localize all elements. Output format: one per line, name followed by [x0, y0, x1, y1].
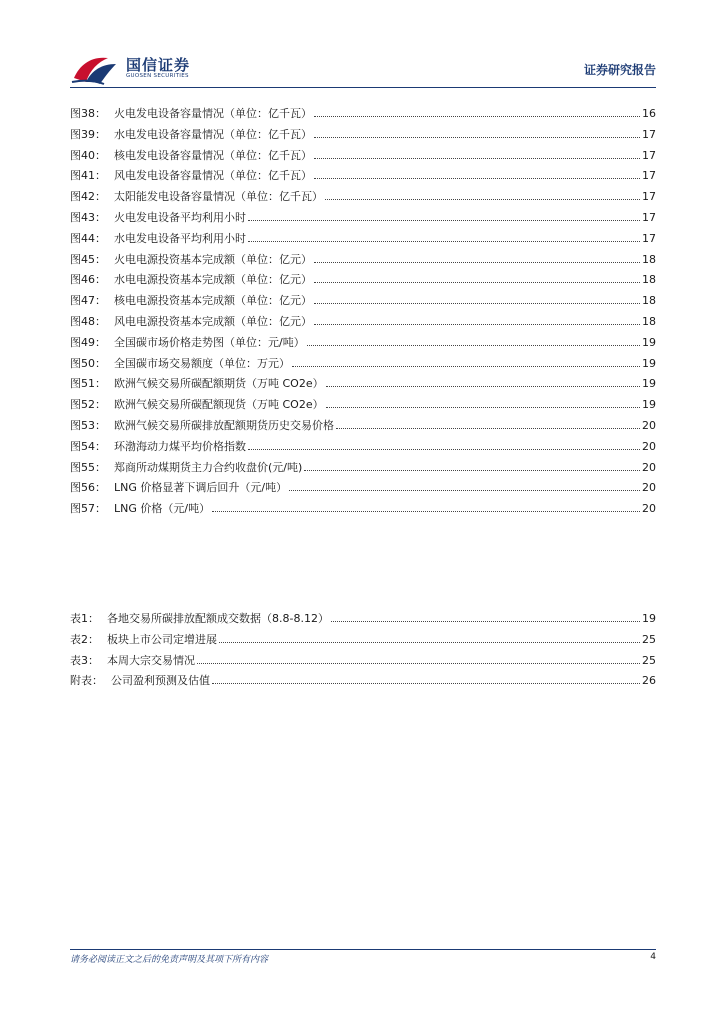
entry-title: LNG 价格显著下调后回升（元/吨） — [114, 481, 288, 495]
figure-toc-entry[interactable] — [70, 208, 656, 229]
brand-name-cn: 国信证券 — [126, 56, 191, 74]
figure-toc-entry[interactable] — [70, 333, 656, 354]
entry-number: 图53 — [70, 418, 95, 432]
entry-separator: ： — [95, 231, 106, 245]
entry-title: 欧洲气候交易所碳排放配额期货历史交易价格 — [114, 418, 334, 432]
entry-page-number: 25 — [642, 632, 656, 646]
entry-page-number: 19 — [642, 377, 656, 391]
entry-separator: ： — [95, 294, 106, 308]
entry-page-number: 19 — [642, 356, 656, 370]
dot-leader — [248, 448, 640, 450]
entry-page-number: 17 — [642, 148, 656, 162]
dot-leader — [314, 281, 640, 283]
entry-page-number: 17 — [642, 210, 656, 224]
entry-separator: ： — [95, 169, 106, 183]
entry-title: 水电发电设备平均利用小时 — [114, 231, 246, 245]
entry-number: 图49 — [70, 335, 95, 349]
entry-separator: ： — [95, 418, 106, 432]
entry-number: 图48 — [70, 314, 95, 328]
entry-separator: ： — [95, 502, 106, 516]
entry-title: 环渤海动力煤平均价格指数 — [114, 439, 246, 453]
entry-page-number: 18 — [642, 294, 656, 308]
guosen-logo-icon — [70, 52, 120, 86]
figure-toc-entry[interactable] — [70, 478, 656, 499]
dot-leader — [314, 261, 640, 263]
entry-separator: ： — [95, 148, 106, 162]
dot-leader — [219, 641, 640, 643]
entry-separator: ： — [95, 335, 106, 349]
dot-leader — [314, 177, 640, 179]
entry-separator: ： — [95, 356, 106, 370]
entry-number: 图45 — [70, 252, 95, 266]
brand-logo — [70, 52, 200, 86]
dot-leader — [307, 344, 640, 346]
dot-leader — [326, 385, 640, 387]
figure-toc-entry[interactable] — [70, 416, 656, 437]
entry-title: 核电发电设备容量情况（单位：亿千瓦） — [114, 148, 312, 162]
entry-title: 本周大宗交易情况 — [107, 653, 195, 667]
entry-separator: ： — [95, 273, 106, 287]
entry-number: 图43 — [70, 210, 95, 224]
entry-page-number: 19 — [642, 335, 656, 349]
entry-page-number: 20 — [642, 439, 656, 453]
entry-title: 郑商所动煤期货主力合约收盘价(元/吨) — [114, 460, 303, 474]
figure-toc-entry[interactable] — [70, 458, 656, 479]
entry-page-number: 18 — [642, 314, 656, 328]
entry-title: 水电电源投资基本完成额（单位：亿元） — [114, 273, 312, 287]
entry-page-number: 20 — [642, 502, 656, 516]
figure-toc-entry[interactable] — [70, 187, 656, 208]
dot-leader — [248, 219, 640, 221]
entry-page-number: 18 — [642, 252, 656, 266]
entry-page-number: 26 — [642, 674, 656, 688]
entry-number: 图54 — [70, 439, 95, 453]
entry-title: 全国碳市场价格走势图（单位：元/吨） — [114, 335, 305, 349]
dot-leader — [212, 682, 640, 684]
entry-separator: ： — [95, 398, 106, 412]
entry-number: 图40 — [70, 148, 95, 162]
entry-separator: ： — [88, 653, 99, 667]
dot-leader — [292, 365, 640, 367]
entry-number: 图46 — [70, 273, 95, 287]
entry-title: 公司盈利预测及估值 — [111, 674, 210, 688]
report-type-label: 证券研究报告 — [583, 63, 656, 77]
entry-number: 图50 — [70, 356, 95, 370]
entry-page-number: 17 — [642, 127, 656, 141]
entry-title: 各地交易所碳排放配额成交数据（8.8-8.12） — [107, 612, 329, 625]
header-divider — [70, 87, 656, 88]
figure-toc-entry[interactable] — [70, 291, 656, 312]
page-number: 4 — [650, 952, 656, 962]
entry-separator: ： — [95, 107, 106, 120]
figure-toc-entry[interactable] — [70, 437, 656, 458]
table-toc-entry[interactable] — [70, 630, 656, 651]
entry-number: 图44 — [70, 231, 95, 245]
table-toc-entry[interactable] — [70, 609, 656, 630]
figure-toc-entry[interactable] — [70, 312, 656, 333]
figure-toc-entry[interactable] — [70, 250, 656, 271]
entry-title: 风电发电设备容量情况（单位：亿千瓦） — [114, 169, 312, 183]
dot-leader — [197, 662, 640, 664]
figure-toc-entry[interactable] — [70, 104, 656, 125]
dot-leader — [336, 427, 640, 429]
entry-separator: ： — [95, 314, 106, 328]
dot-leader — [326, 406, 640, 408]
entry-separator: ： — [95, 481, 106, 495]
dot-leader — [314, 136, 640, 138]
entry-number: 表1 — [70, 612, 88, 625]
entry-number: 图39 — [70, 127, 95, 141]
entry-separator: ： — [95, 439, 106, 453]
footer-divider — [70, 949, 656, 950]
dot-leader — [289, 489, 640, 491]
dot-leader — [304, 469, 640, 471]
entry-number: 图52 — [70, 398, 95, 412]
entry-number: 表2 — [70, 632, 88, 646]
entry-title: 太阳能发电设备容量情况（单位：亿千瓦） — [114, 190, 323, 204]
entry-title: 火电发电设备容量情况（单位：亿千瓦） — [114, 107, 312, 120]
entry-page-number: 19 — [642, 398, 656, 412]
entry-title: 欧洲气候交易所碳配额现货（万吨 CO2e） — [114, 398, 324, 412]
figure-toc-entry[interactable] — [70, 374, 656, 395]
entry-number: 图42 — [70, 190, 95, 204]
entry-number: 图38 — [70, 107, 95, 120]
entry-title: 火电发电设备平均利用小时 — [114, 210, 246, 224]
entry-separator: ： — [95, 210, 106, 224]
dot-leader — [314, 302, 640, 304]
figure-toc-entry[interactable] — [70, 354, 656, 375]
entry-page-number: 17 — [642, 231, 656, 245]
entry-separator: ： — [95, 377, 106, 391]
table-index-list — [70, 609, 656, 692]
figure-toc-entry[interactable] — [70, 499, 656, 520]
dot-leader — [325, 198, 640, 200]
entry-page-number: 25 — [642, 653, 656, 667]
figure-index-list — [70, 104, 656, 520]
entry-number: 表3 — [70, 653, 88, 667]
dot-leader — [314, 157, 640, 159]
figure-toc-entry[interactable] — [70, 229, 656, 250]
entry-page-number: 19 — [642, 612, 656, 625]
entry-number: 图51 — [70, 377, 95, 391]
entry-separator: ： — [95, 252, 106, 266]
dot-leader — [331, 620, 640, 622]
entry-title: 板块上市公司定增进展 — [107, 632, 217, 646]
table-toc-entry[interactable] — [70, 671, 656, 692]
entry-separator: ： — [92, 674, 103, 688]
entry-title: 火电电源投资基本完成额（单位：亿元） — [114, 252, 312, 266]
entry-number: 图41 — [70, 169, 95, 183]
footer-disclaimer: 请务必阅读正文之后的免责声明及其项下所有内容 — [70, 955, 269, 965]
entry-separator: ： — [95, 190, 106, 204]
figure-toc-entry[interactable] — [70, 166, 656, 187]
entry-separator: ： — [88, 632, 99, 646]
entry-separator: ： — [95, 460, 106, 474]
entry-title: 全国碳市场交易额度（单位：万元） — [114, 356, 290, 370]
entry-number: 图47 — [70, 294, 95, 308]
entry-title: 水电发电设备容量情况（单位：亿千瓦） — [114, 127, 312, 141]
dot-leader — [212, 510, 640, 512]
entry-title: LNG 价格（元/吨） — [114, 502, 211, 516]
figure-toc-entry[interactable] — [70, 395, 656, 416]
entry-page-number: 18 — [642, 273, 656, 287]
entry-number: 图56 — [70, 481, 95, 495]
entry-page-number: 17 — [642, 169, 656, 183]
entry-title: 欧洲气候交易所碳配额期货（万吨 CO2e） — [114, 377, 324, 391]
brand-name-en: GUOSEN SECURITIES — [126, 73, 189, 79]
figure-toc-entry[interactable] — [70, 125, 656, 146]
entry-separator: ： — [95, 127, 106, 141]
dot-leader — [248, 240, 640, 242]
entry-number: 附表 — [70, 674, 92, 688]
entry-page-number: 20 — [642, 481, 656, 495]
figure-toc-entry[interactable] — [70, 146, 656, 167]
entry-page-number: 17 — [642, 190, 656, 204]
entry-number: 图55 — [70, 460, 95, 474]
table-toc-entry[interactable] — [70, 651, 656, 672]
page-header — [70, 52, 656, 86]
entry-page-number: 20 — [642, 460, 656, 474]
dot-leader — [314, 115, 640, 117]
entry-separator: ： — [88, 612, 99, 625]
entry-number: 图57 — [70, 502, 95, 516]
entry-page-number: 20 — [642, 418, 656, 432]
entry-title: 风电电源投资基本完成额（单位：亿元） — [114, 314, 312, 328]
dot-leader — [314, 323, 640, 325]
entry-page-number: 16 — [642, 107, 656, 120]
figure-toc-entry[interactable] — [70, 270, 656, 291]
entry-title: 核电电源投资基本完成额（单位：亿元） — [114, 294, 312, 308]
